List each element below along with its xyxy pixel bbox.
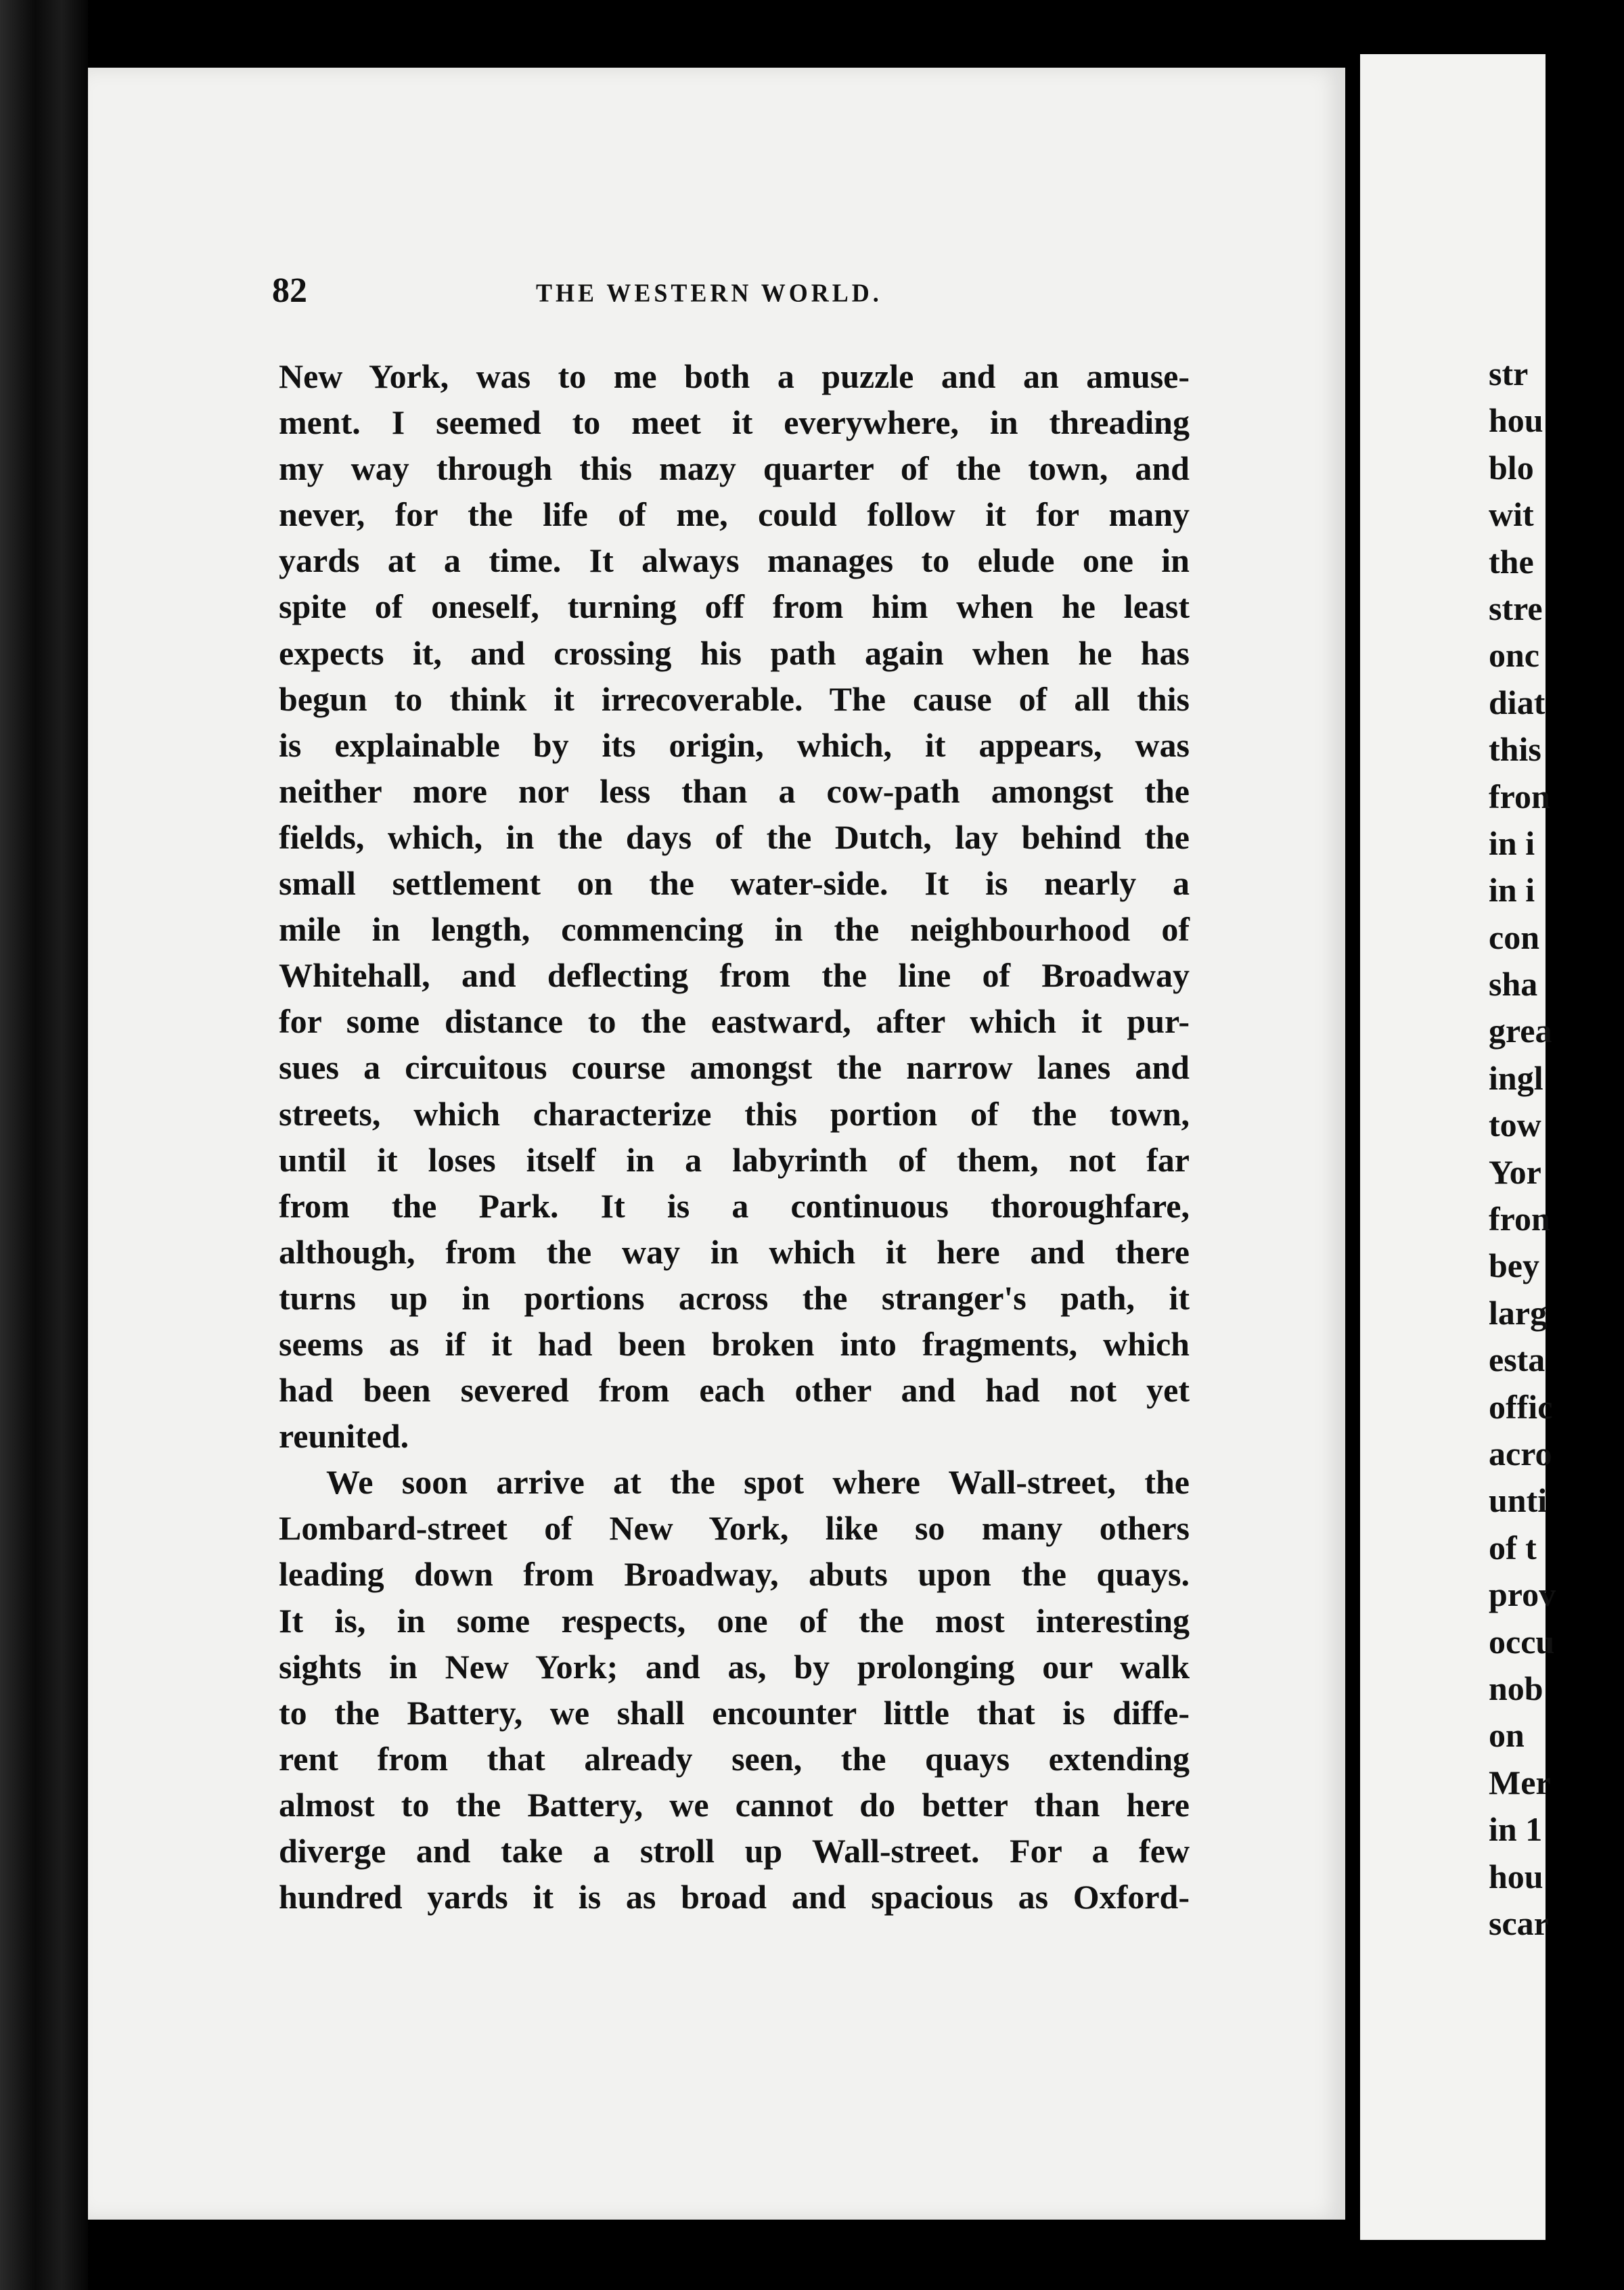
book-gutter bbox=[1345, 41, 1360, 2253]
text-line: Whitehall, and deflecting from the line of Broadway bbox=[279, 956, 1190, 995]
fragment-line: fron bbox=[1489, 777, 1550, 815]
right-page-text-fragments bbox=[1489, 351, 1624, 1947]
fragment-line: con bbox=[1489, 918, 1539, 956]
fragment-line: tow bbox=[1489, 1106, 1541, 1144]
text-line: seems as if it had been broken into fragments, which bbox=[279, 1324, 1190, 1363]
fragment-line: occu bbox=[1489, 1622, 1555, 1661]
fragment-line: acro bbox=[1489, 1434, 1552, 1473]
text-line: for some distance to the eastward, after which it pur- bbox=[279, 1002, 1190, 1041]
fragment-line: in 1 bbox=[1489, 1810, 1543, 1849]
text-line: my way through this mazy quarter of the town, and bbox=[279, 449, 1190, 488]
fragment-line: sha bbox=[1489, 965, 1538, 1004]
fragment-line: diat bbox=[1489, 683, 1546, 721]
paragraph-start-line: We soon arrive at the spot where Wall-street, the bbox=[326, 1463, 1190, 1502]
fragment-line: of t bbox=[1489, 1528, 1537, 1567]
text-line: rent from that already seen, the quays extending bbox=[279, 1739, 1190, 1778]
running-head: THE WESTERN WORLD. bbox=[536, 279, 882, 307]
fragment-line: wit bbox=[1489, 495, 1534, 534]
fragment-line: str bbox=[1489, 355, 1529, 392]
text-line: ment. I seemed to meet it everywhere, in threading bbox=[279, 403, 1190, 442]
fragment-line: onc bbox=[1489, 636, 1539, 675]
fragment-line: offic bbox=[1489, 1387, 1553, 1426]
text-line: although, from the way in which it here and there bbox=[279, 1232, 1190, 1271]
fragment-line: nob bbox=[1489, 1669, 1543, 1707]
text-line: to the Battery, we shall encounter little that is diffe- bbox=[279, 1693, 1190, 1732]
text-line: leading down from Broadway, abuts upon the quays. bbox=[279, 1555, 1190, 1594]
text-line: turns up in portions across the stranger's path, it bbox=[279, 1278, 1190, 1317]
page-header bbox=[272, 271, 1191, 319]
fragment-line: on bbox=[1489, 1716, 1525, 1755]
text-line: begun to think it irrecoverable. The cause of all this bbox=[279, 679, 1190, 718]
text-line: fields, which, in the days of the Dutch, lay behind the bbox=[279, 817, 1190, 856]
text-line: from the Park. It is a continuous thoroughfare, bbox=[279, 1186, 1190, 1225]
text-line: sights in New York; and as, by prolonging our walk bbox=[279, 1647, 1190, 1686]
text-line: almost to the Battery, we cannot do better than here bbox=[279, 1785, 1190, 1824]
fragment-line: fron bbox=[1489, 1200, 1550, 1238]
text-line: until it loses itself in a labyrinth of them, not far bbox=[279, 1140, 1190, 1179]
text-line: is explainable by its origin, which, it appears, was bbox=[279, 725, 1190, 764]
text-line: mile in length, commencing in the neighbourhood of bbox=[279, 910, 1190, 949]
fragment-line: unti bbox=[1489, 1481, 1548, 1520]
fragment-line: in i bbox=[1489, 871, 1535, 910]
fragment-line: Yor bbox=[1489, 1152, 1541, 1191]
scanner-frame-left bbox=[0, 0, 88, 2290]
fragment-line: stre bbox=[1489, 589, 1543, 627]
fragment-line: in i bbox=[1489, 824, 1535, 862]
text-line: yards at a time. It always manages to elude one in bbox=[279, 541, 1190, 580]
text-line: sues a circuitous course amongst the narrow lanes and bbox=[279, 1048, 1190, 1087]
fragment-line: ingl bbox=[1489, 1058, 1543, 1097]
text-line: diverge and take a stroll up Wall-street. For a few bbox=[279, 1832, 1190, 1870]
fragment-line: scar bbox=[1489, 1904, 1549, 1942]
text-line: expects it, and crossing his path again when he has bbox=[279, 633, 1190, 672]
fragment-line: Mer bbox=[1489, 1763, 1551, 1801]
fragment-line: prov bbox=[1489, 1575, 1556, 1614]
text-line: streets, which characterize this portion of the town, bbox=[279, 1094, 1190, 1133]
fragment-line: larg bbox=[1489, 1293, 1548, 1332]
fragment-line: the bbox=[1489, 542, 1534, 581]
fragment-line: esta bbox=[1489, 1341, 1546, 1379]
fragment-line: grea bbox=[1489, 1012, 1552, 1050]
fragment-line: hou bbox=[1489, 401, 1543, 440]
text-line: neither more nor less than a cow-path amongst the bbox=[279, 771, 1190, 810]
fragment-line: hou bbox=[1489, 1857, 1543, 1895]
text-line: had been severed from each other and had not yet bbox=[279, 1371, 1190, 1410]
text-line: never, for the life of me, could follow it for many bbox=[279, 495, 1190, 534]
body-text bbox=[279, 353, 1190, 1920]
text-line: It is, in some respects, one of the most interesting bbox=[279, 1601, 1190, 1640]
text-line: Lombard-street of New York, like so many others bbox=[279, 1509, 1190, 1548]
page-number: 82 bbox=[272, 271, 307, 310]
text-line: hundred yards it is as broad and spacious as Oxford- bbox=[279, 1878, 1190, 1916]
fragment-line: this bbox=[1489, 730, 1541, 769]
text-line: spite of oneself, turning off from him when he least bbox=[279, 587, 1190, 626]
fragment-line: bey bbox=[1489, 1247, 1539, 1285]
text-line: small settlement on the water-side. It is nearly a bbox=[279, 864, 1190, 903]
fragment-line: blo bbox=[1489, 448, 1534, 487]
paragraph-end-line: reunited. bbox=[279, 1417, 409, 1456]
text-line: New York, was to me both a puzzle and an amuse- bbox=[279, 357, 1190, 395]
